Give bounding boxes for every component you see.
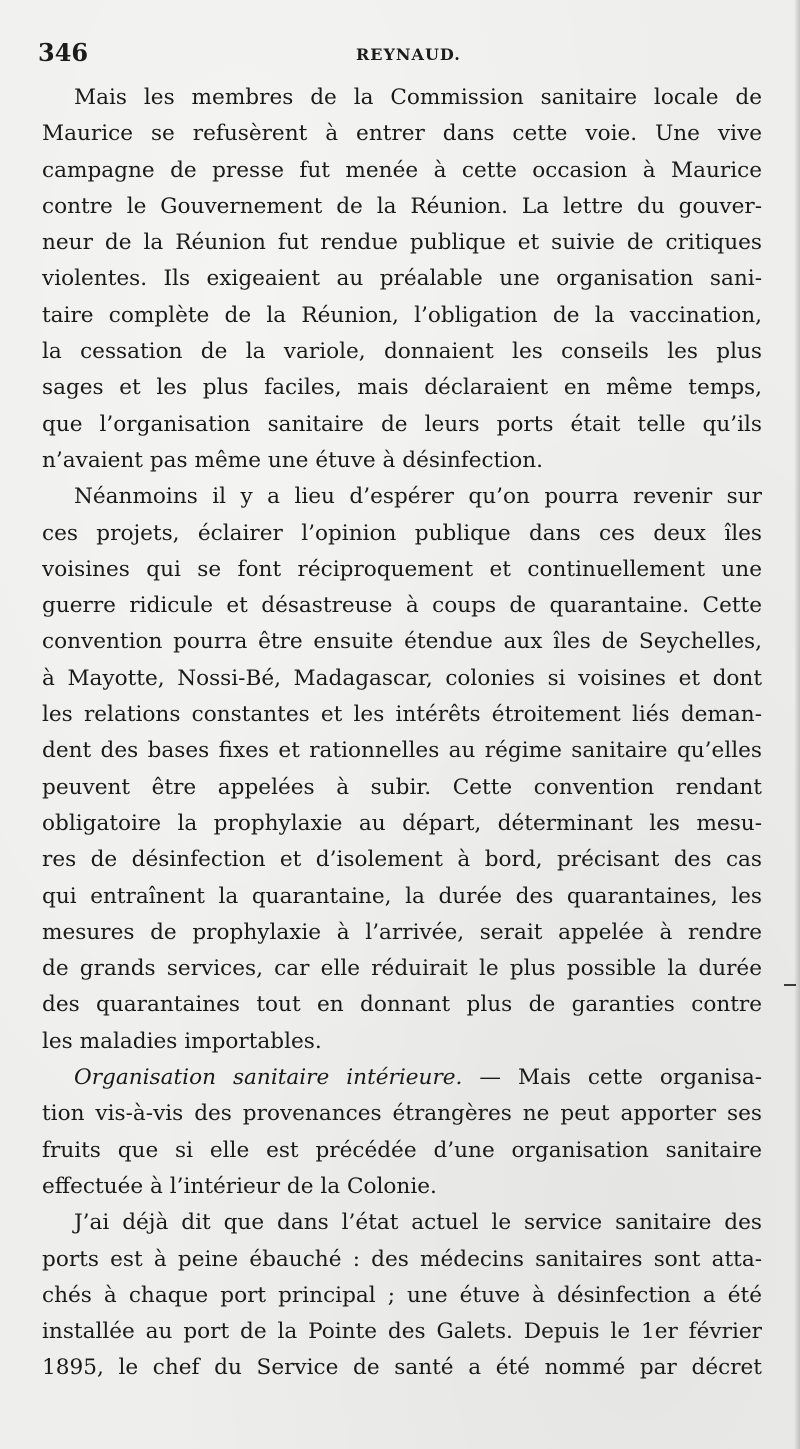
- text-line: la cessation de la variole, donnaient les conseils les plus: [42, 339, 762, 365]
- text-line: tion vis-à-vis des provenances étrangères ne peut apporter ses: [42, 1101, 762, 1127]
- text-line: peuvent être appelées à subir. Cette convention rendant: [42, 774, 762, 800]
- text-line: campagne de presse fut menée à cette occasion à Maurice: [42, 157, 762, 183]
- page-edge-shadow: [794, 0, 800, 1449]
- running-title: REYNAUD.: [356, 45, 461, 64]
- text-line: taire complète de la Réunion, l’obligation de la vaccination,: [42, 302, 762, 328]
- paragraph: [42, 1205, 762, 1386]
- text-line: voisines qui se font réciproquement et continuellement une: [42, 556, 762, 582]
- text-line: J’ai déjà dit que dans l’état actuel le service sanitaire des: [74, 1210, 762, 1236]
- heading-continuation: — Mais cette organisa-: [462, 1065, 762, 1091]
- section-heading: Organisation sanitaire intérieure.: [74, 1065, 463, 1091]
- text-line: res de désinfection et d’isolement à bord, précisant des cas: [42, 847, 762, 873]
- running-head: [38, 38, 758, 74]
- paragraph: [42, 80, 762, 479]
- page-number: 346: [38, 38, 89, 67]
- text-line: de grands services, car elle réduirait le plus possible la durée: [42, 956, 762, 982]
- text-line: installée au port de la Pointe des Galets. Depuis le 1er février: [42, 1319, 762, 1345]
- text-line: fruits que si elle est précédée d’une organisation sanitaire: [42, 1137, 762, 1163]
- text-line: effectuée à l’intérieur de la Colonie.: [42, 1173, 437, 1199]
- text-line: que l’organisation sanitaire de leurs ports était telle qu’ils: [42, 411, 762, 437]
- text-line: dent des bases fixes et rationnelles au régime sanitaire qu’elles: [42, 738, 762, 764]
- text-line: [42, 1060, 762, 1096]
- text-line: sages et les plus faciles, mais déclaraient en même temps,: [42, 375, 762, 401]
- text-line: convention pourra être ensuite étendue aux îles de Seychelles,: [42, 629, 762, 655]
- text-line: Mais les membres de la Commission sanitaire locale de: [74, 85, 762, 110]
- text-line: mesures de prophylaxie à l’arrivée, serait appelée à rendre: [42, 919, 762, 945]
- text-line: Néanmoins il y a lieu d’espérer qu’on pourra revenir sur: [74, 484, 762, 510]
- text-line: ports est à peine ébauché : des médecins sanitaires sont atta-: [42, 1246, 762, 1272]
- text-line: Maurice se refusèrent à entrer dans cette voie. Une vive: [42, 121, 762, 147]
- text-line: obligatoire la prophylaxie au départ, déterminant les mesu-: [42, 810, 762, 836]
- text-line: violentes. Ils exigeaient au préalable une organisation sani-: [42, 266, 762, 292]
- text-line: des quarantaines tout en donnant plus de garanties contre: [42, 992, 762, 1018]
- text-line: contre le Gouvernement de la Réunion. La lettre du gouver-: [42, 193, 762, 219]
- text-line: à Mayotte, Nossi-Bé, Madagascar, colonies si voisines et dont: [42, 665, 762, 691]
- paragraph: [42, 479, 762, 1060]
- text-line: ces projets, éclairer l’opinion publique dans ces deux îles: [42, 520, 762, 546]
- text-line: chés à chaque port principal ; une étuve à désinfection a été: [42, 1282, 762, 1308]
- text-line: qui entraînent la quarantaine, la durée des quarantaines, les: [42, 883, 762, 909]
- text-line: les relations constantes et les intérêts étroitement liés deman-: [42, 702, 762, 728]
- text-line: les maladies importables.: [42, 1028, 322, 1054]
- paragraph: [42, 1060, 762, 1205]
- text-line: neur de la Réunion fut rendue publique et suivie de critiques: [42, 230, 762, 256]
- text-line: n’avaient pas même une étuve à désinfection.: [42, 447, 543, 473]
- text-line: guerre ridicule et désastreuse à coups de quarantaine. Cette: [42, 593, 762, 619]
- body-text: [42, 80, 762, 1387]
- text-line: 1895, le chef du Service de santé a été nommé par décret: [42, 1355, 762, 1381]
